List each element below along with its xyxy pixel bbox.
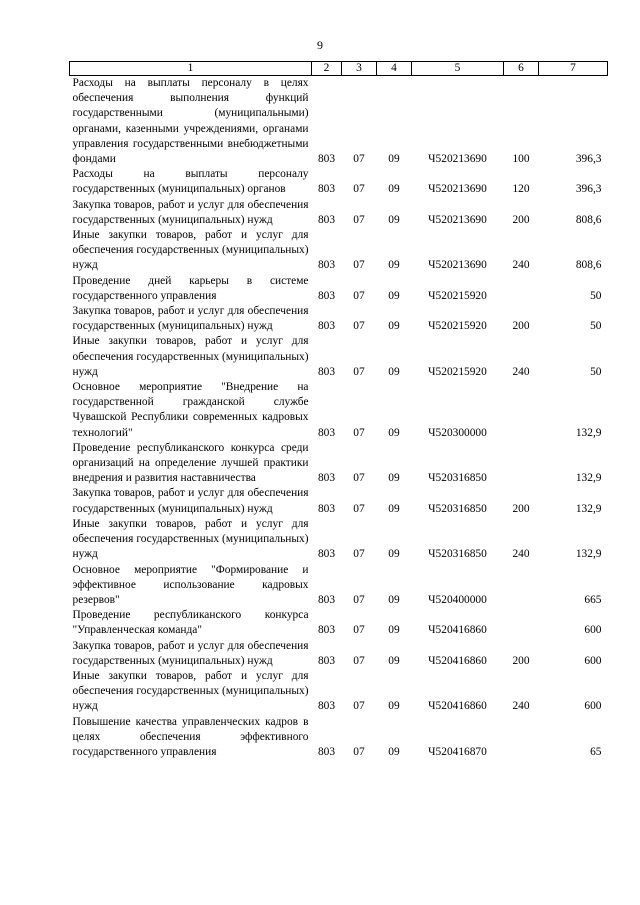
row-ministry-code: 803 <box>317 700 336 713</box>
table-row <box>70 563 608 609</box>
row-target-article: Ч520416860 <box>428 700 487 713</box>
row-amount: 665 <box>584 593 602 606</box>
row-ministry-code: 803 <box>317 153 336 166</box>
table-header <box>70 62 608 76</box>
row-section-code: 07 <box>353 745 365 758</box>
row-expense-type: 120 <box>512 183 530 196</box>
row-subsection-code: 09 <box>388 365 400 378</box>
row-expense-type: 200 <box>512 502 530 515</box>
row-target-article: Ч520215920 <box>428 289 487 302</box>
row-ministry-code: 803 <box>317 213 336 226</box>
column-header-6: 6 <box>504 62 539 76</box>
row-subsection-code: 09 <box>388 700 400 713</box>
column-header-2: 2 <box>312 62 342 76</box>
row-target-article: Ч520300000 <box>428 426 487 439</box>
row-name: Проведение республиканского конкурса среди организаций на определение лучшей практики внедрения и развития наставничества <box>72 441 309 485</box>
row-section-code: 07 <box>353 259 365 272</box>
row-name: Иные закупки товаров, работ и услуг для обеспечения государственных (муниципальных) нужд <box>72 229 309 272</box>
row-amount: 132,9 <box>575 426 602 439</box>
row-target-article: Ч520213690 <box>428 153 487 166</box>
row-section-code: 07 <box>353 593 365 606</box>
row-amount: 50 <box>590 289 602 302</box>
row-target-article: Ч520316850 <box>428 502 487 515</box>
row-amount: 132,9 <box>575 548 602 561</box>
row-expense-type: 200 <box>512 320 530 333</box>
row-name: Проведение республиканского конкурса "Управленческая команда" <box>72 609 309 637</box>
row-section-code: 07 <box>353 365 365 378</box>
table-row <box>70 274 608 304</box>
row-expense-type: 240 <box>512 700 530 713</box>
row-subsection-code: 09 <box>388 502 400 515</box>
row-expense-type <box>504 563 539 609</box>
row-name: Закупка товаров, работ и услуг для обеспечения государственных (муниципальных) нужд <box>72 198 309 226</box>
row-amount: 808,6 <box>575 259 602 272</box>
row-target-article: Ч520400000 <box>428 593 487 606</box>
row-target-article: Ч520213690 <box>428 183 487 196</box>
row-section-code: 07 <box>353 153 365 166</box>
row-ministry-code: 803 <box>317 548 336 561</box>
row-subsection-code: 09 <box>388 320 400 333</box>
table-row <box>70 517 608 563</box>
row-section-code: 07 <box>353 426 365 439</box>
row-ministry-code: 803 <box>317 259 336 272</box>
row-ministry-code: 803 <box>317 624 336 637</box>
table-row <box>70 639 608 669</box>
row-amount: 50 <box>590 320 602 333</box>
row-section-code: 07 <box>353 289 365 302</box>
row-name: Расходы на выплаты персоналу государственных (муниципальных) органов <box>72 168 309 196</box>
row-amount: 808,6 <box>575 213 602 226</box>
row-amount: 65 <box>590 745 602 758</box>
row-ministry-code: 803 <box>317 502 336 515</box>
row-section-code: 07 <box>353 472 365 485</box>
row-name: Закупка товаров, работ и услуг для обеспечения государственных (муниципальных) нужд <box>72 487 309 515</box>
row-ministry-code: 803 <box>317 654 336 667</box>
column-header-3: 3 <box>342 62 377 76</box>
row-expense-type: 240 <box>512 259 530 272</box>
row-name: Иные закупки товаров, работ и услуг для обеспечения государственных (муниципальных) нужд <box>72 669 309 713</box>
row-expense-type <box>504 274 539 304</box>
row-name: Повышение качества управленческих кадров в целях обеспечения эффективного государственного управления <box>72 715 309 758</box>
row-ministry-code: 803 <box>317 593 336 606</box>
row-section-code: 07 <box>353 654 365 667</box>
row-subsection-code: 09 <box>388 213 400 226</box>
row-amount: 132,9 <box>575 502 602 515</box>
row-target-article: Ч520316850 <box>428 472 487 485</box>
row-expense-type: 200 <box>512 213 530 226</box>
table-row <box>70 228 608 274</box>
row-expense-type <box>504 715 539 761</box>
row-name: Расходы на выплаты персоналу в целях обеспечения выполнения функций государственными (муниципальными) органами, казенными учреждениями, органами управления государственными внебюджетными фондами <box>72 77 309 166</box>
row-target-article: Ч520416860 <box>428 624 487 637</box>
row-ministry-code: 803 <box>317 745 336 758</box>
row-target-article: Ч520416870 <box>428 745 487 758</box>
row-name: Закупка товаров, работ и услуг для обеспечения государственных (муниципальных) нужд <box>72 639 309 667</box>
row-subsection-code: 09 <box>388 472 400 485</box>
row-expense-type: 200 <box>512 654 530 667</box>
table-row <box>70 167 608 197</box>
row-subsection-code: 09 <box>388 289 400 302</box>
table-row <box>70 486 608 516</box>
row-ministry-code: 803 <box>317 426 336 439</box>
row-subsection-code: 09 <box>388 259 400 272</box>
row-expense-type: 100 <box>512 153 530 166</box>
row-subsection-code: 09 <box>388 153 400 166</box>
row-name: Проведение дней карьеры в системе государственного управления <box>72 274 309 302</box>
row-expense-type: 240 <box>512 365 530 378</box>
budget-table <box>69 61 608 760</box>
row-name: Иные закупки товаров, работ и услуг для обеспечения государственных (муниципальных) нужд <box>72 517 309 561</box>
row-subsection-code: 09 <box>388 183 400 196</box>
row-target-article: Ч520213690 <box>428 259 487 272</box>
row-name: Основное мероприятие "Внедрение на государственной гражданской службе Чувашской Республики современных кадровых технологий" <box>72 381 309 439</box>
row-subsection-code: 09 <box>388 624 400 637</box>
row-amount: 600 <box>584 654 602 667</box>
table-row <box>70 441 608 487</box>
row-ministry-code: 803 <box>317 289 336 302</box>
table-row <box>70 669 608 715</box>
table-row <box>70 304 608 334</box>
row-section-code: 07 <box>353 320 365 333</box>
row-section-code: 07 <box>353 548 365 561</box>
page-number: 9 <box>317 38 323 52</box>
row-subsection-code: 09 <box>388 745 400 758</box>
row-ministry-code: 803 <box>317 320 336 333</box>
row-amount: 396,3 <box>575 183 602 196</box>
row-amount: 396,3 <box>575 153 602 166</box>
row-amount: 600 <box>584 624 602 637</box>
row-name: Основное мероприятие "Формирование и эффективное использование кадровых резервов" <box>72 563 309 606</box>
row-section-code: 07 <box>353 213 365 226</box>
row-subsection-code: 09 <box>388 654 400 667</box>
row-amount: 132,9 <box>575 472 602 485</box>
table-row <box>70 608 608 638</box>
row-amount: 50 <box>590 365 602 378</box>
table-row <box>70 334 608 380</box>
row-expense-type <box>504 441 539 487</box>
row-subsection-code: 09 <box>388 593 400 606</box>
row-name: Закупка товаров, работ и услуг для обеспечения государственных (муниципальных) нужд <box>72 305 309 333</box>
row-amount: 600 <box>584 700 602 713</box>
row-ministry-code: 803 <box>317 472 336 485</box>
row-ministry-code: 803 <box>317 183 336 196</box>
column-header-5: 5 <box>412 62 504 76</box>
row-target-article: Ч520215920 <box>428 320 487 333</box>
row-target-article: Ч520316850 <box>428 548 487 561</box>
table-row <box>70 198 608 228</box>
column-header-7: 7 <box>539 62 608 76</box>
row-name: Иные закупки товаров, работ и услуг для обеспечения государственных (муниципальных) нужд <box>72 335 309 378</box>
row-subsection-code: 09 <box>388 548 400 561</box>
column-header-1: 1 <box>70 62 312 76</box>
row-ministry-code: 803 <box>317 365 336 378</box>
row-expense-type <box>504 608 539 638</box>
table-row <box>70 76 608 168</box>
row-expense-type: 240 <box>512 548 530 561</box>
row-section-code: 07 <box>353 700 365 713</box>
row-section-code: 07 <box>353 502 365 515</box>
row-subsection-code: 09 <box>388 426 400 439</box>
row-expense-type <box>504 380 539 441</box>
table-row <box>70 715 608 761</box>
row-target-article: Ч520416860 <box>428 654 487 667</box>
table-body <box>70 76 608 761</box>
table-row <box>70 380 608 441</box>
row-section-code: 07 <box>353 624 365 637</box>
column-header-4: 4 <box>377 62 412 76</box>
row-target-article: Ч520213690 <box>428 213 487 226</box>
row-section-code: 07 <box>353 183 365 196</box>
row-target-article: Ч520215920 <box>428 365 487 378</box>
